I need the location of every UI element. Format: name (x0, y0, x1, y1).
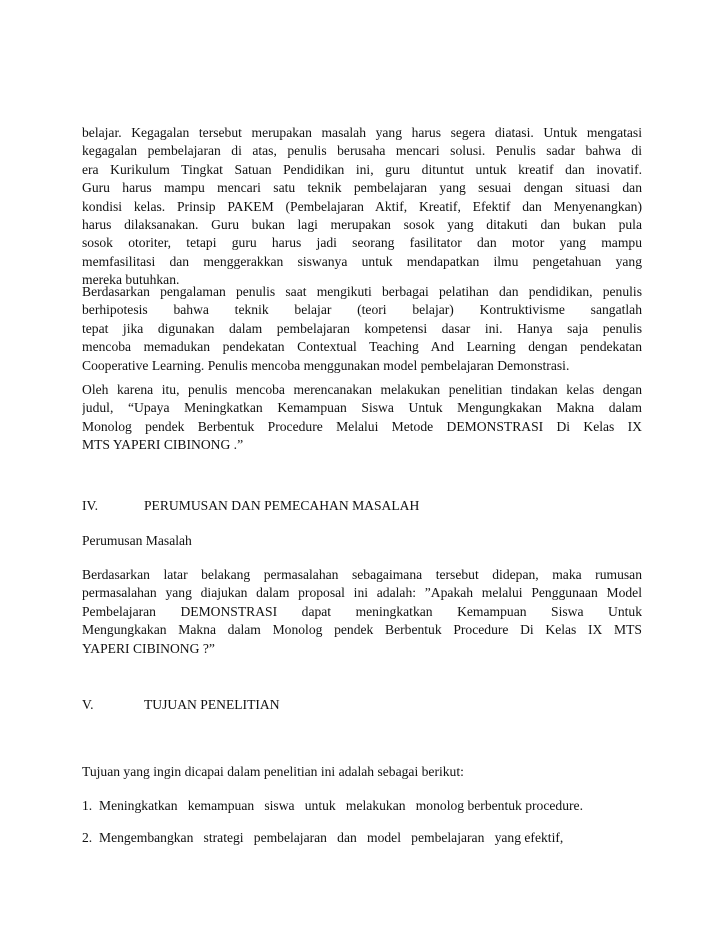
text-line: harus dilaksanakan. Guru bukan lagi merupakan sosok yang ditakuti dan bukan pula (82, 216, 642, 232)
text-line: Berdasarkan latar belakang permasalahan sebagaimana tersebut didepan, maka rumusan (82, 567, 642, 582)
paragraph-3 (82, 381, 642, 455)
text-line: MTS YAPERI CIBINONG .” (82, 437, 244, 453)
text-line: Oleh karena itu, penulis mencoba merencanakan melakukan penelitian tindakan kelas dengan (82, 382, 642, 397)
text-line: Cooperative Learning. Penulis mencoba menggunakan model pembelajaran Demonstrasi. (82, 357, 570, 373)
text-line: Pembelajaran DEMONSTRASI dapat meningkatkan Kemampuan Siswa Untuk (82, 603, 642, 619)
section-5-number: V. (82, 697, 94, 712)
text-line: permasalahan yang diajukan dalam proposal ini adalah: ”Apakah melalui Penggunaan Model (82, 585, 642, 601)
text-line: Mengungkakan Makna dalam Monolog pendek Berbentuk Procedure Di Kelas IX MTS (82, 622, 642, 638)
text-line: Guru harus mampu mencari satu teknik pembelajaran yang sesuai dengan situasi dan (82, 180, 642, 196)
text-line: era Kurikulum Tingkat Satuan Pendidikan ini, guru dituntut untuk kreatif dan inovatif. (82, 161, 642, 177)
section-5-title: TUJUAN PENELITIAN (144, 697, 280, 712)
section-5-heading (82, 696, 280, 714)
paragraph-1 (82, 124, 642, 290)
section-4-paragraph (82, 566, 642, 658)
text-line: berhipotesis bahwa teknik belajar (teori belajar) Kontruktivisme sangatlah (82, 302, 642, 318)
text-line: sosok otoriter, tetapi guru harus jadi seorang fasilitator dan motor yang mampu (82, 235, 642, 251)
text-line: mereka butuhkan. (82, 272, 180, 288)
section-4-title: PERUMUSAN DAN PEMECAHAN MASALAH (144, 498, 420, 513)
text-line: judul, “Upaya Meningkatkan Kemampuan Siswa Untuk Mengungkakan Makna dalam (82, 400, 642, 416)
section-4-number: IV. (82, 498, 98, 513)
paragraph-2 (82, 283, 642, 375)
text-line: mencoba memadukan pendekatan Contextual Teaching And Learning dengan pendekatan (82, 339, 642, 355)
section-5-intro: Tujuan yang ingin dicapai dalam penelitian ini adalah sebagai berikut: (82, 764, 464, 779)
section-4-heading (82, 497, 419, 515)
list-item: 2. Mengembangkan strategi pembelajaran dan model pembelajaran yang efektif, (82, 830, 564, 845)
text-line: YAPERI CIBINONG ?” (82, 640, 215, 656)
list-item: 1. Meningkatkan kemampuan siswa untuk melakukan monolog berbentuk procedure. (82, 798, 583, 813)
text-line: kegagalan pembelajaran di atas, penulis berusaha mencari solusi. Penulis sadar bahwa di (82, 143, 642, 159)
text-line: kondisi kelas. Prinsip PAKEM (Pembelajaran Aktif, Kreatif, Efektif dan Menyenangkan) (82, 198, 642, 214)
text-line: Berdasarkan pengalaman penulis saat mengikuti berbagai pelatihan dan pendidikan, penulis (82, 284, 642, 299)
text-line: belajar. Kegagalan tersebut merupakan masalah yang harus segera diatasi. Untuk mengatasi (82, 125, 642, 140)
text-line: Monolog pendek Berbentuk Procedure Melalui Metode DEMONSTRASI Di Kelas IX (82, 418, 642, 434)
section-4-subheading: Perumusan Masalah (82, 533, 192, 548)
text-line: memfasilitasi dan menggerakkan siswanya untuk mendapatkan ilmu pengetahuan yang (82, 253, 642, 269)
text-line: tepat jika digunakan dalam pembelajaran kompetensi dasar ini. Hanya saja penulis (82, 320, 642, 336)
